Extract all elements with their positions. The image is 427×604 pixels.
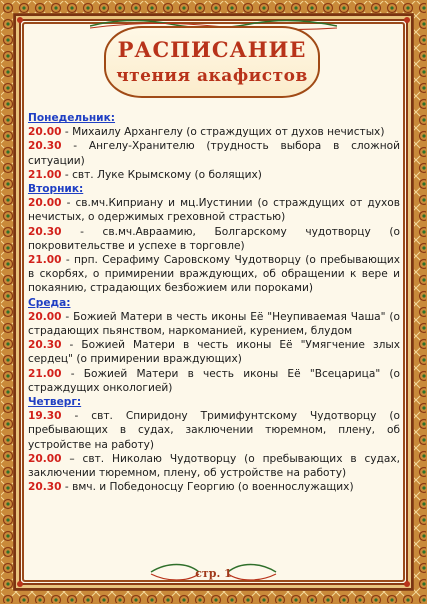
entry-text: - вмч. и Победоносцу Георгию (о военнослужащих): [61, 481, 354, 494]
entry-time: 21.00: [28, 367, 62, 380]
entry-text: - Божией Матери в честь иконы Её "Умягчение злых сердец" (о примирении враждующих): [28, 339, 400, 366]
entry-time: 20.30: [28, 339, 62, 352]
entry-time: 20.30: [28, 140, 62, 153]
schedule-entry: [28, 338, 400, 366]
schedule-entry: [28, 367, 400, 395]
day-label-tuesday: Вторник:: [28, 183, 84, 196]
page-subtitle: чтения акафистов: [116, 66, 308, 86]
schedule-entry: [28, 139, 400, 167]
entry-text: – свт. Николаю Чудотворцу (о пребывающих в судах, заключении тюремном, плену, об устройстве на работу): [28, 452, 400, 480]
entry-time: 19.30: [28, 410, 62, 423]
schedule-entry: [28, 168, 400, 182]
schedule-list: [28, 111, 400, 494]
entry-text: - свт. Спиридону Тримифунтскому Чудотворцу (о пребывающих в судах, заключении тюремном, плену, об устройстве на работу): [28, 410, 400, 451]
entry-text: - Божией Матери в честь иконы Её "Всецарица" (о страждущих онкологией): [28, 367, 400, 394]
schedule-entry: [28, 480, 400, 494]
entry-time: 20.00: [28, 452, 62, 465]
schedule-entry: [28, 196, 400, 224]
day-label-wednesday: Среда:: [28, 296, 71, 309]
entry-time: 21.00: [28, 254, 62, 267]
entry-time: 20.00: [28, 126, 62, 139]
schedule-entry: [28, 310, 400, 338]
schedule-entry: [28, 225, 400, 253]
entry-time: 21.00: [28, 168, 62, 181]
entry-text: - прп. Серафиму Саровскому Чудотворцу (о пребывающих в скорбях, о примирении враждующих, об обращении к вере и покаянию, страдающих безбожием или пороками): [28, 254, 400, 295]
title-cartouche: [104, 26, 320, 98]
schedule-entry: [28, 452, 400, 480]
entry-text: - свт. Луке Крымскому (о болящих): [61, 168, 262, 181]
entry-time: 20.30: [28, 481, 62, 494]
schedule-entry: [28, 125, 400, 139]
entry-time: 20.00: [28, 310, 62, 323]
entry-time: 20.00: [28, 197, 62, 210]
schedule-entry: [28, 409, 400, 452]
page-title: РАСПИСАНИЕ: [117, 37, 307, 62]
entry-text: - св.мч.Киприану и мц.Иустинии (о страждущих от духов нечистых, о одержимых греховной страстью): [28, 197, 400, 224]
schedule-entry: [28, 253, 400, 296]
day-label-thursday: Четверг:: [28, 396, 82, 409]
entry-time: 20.30: [28, 225, 62, 238]
entry-text: - св.мч.Авраамию, Болгарскому чудотворцу (о покровительстве и успехе в торговле): [28, 225, 400, 252]
day-label-monday: Понедельник:: [28, 112, 116, 124]
page-number: стр. 1: [195, 567, 232, 580]
entry-text: - Михаилу Архангелу (о страждущих от духов нечистых): [61, 126, 385, 139]
entry-text: - Ангелу-Хранителю (трудность выбора в сложной ситуации): [28, 140, 400, 167]
entry-text: - Божией Матери в честь иконы Её "Неупиваемая Чаша" (о страдающих пьянством, наркоманией, курением, блудом: [28, 310, 400, 338]
